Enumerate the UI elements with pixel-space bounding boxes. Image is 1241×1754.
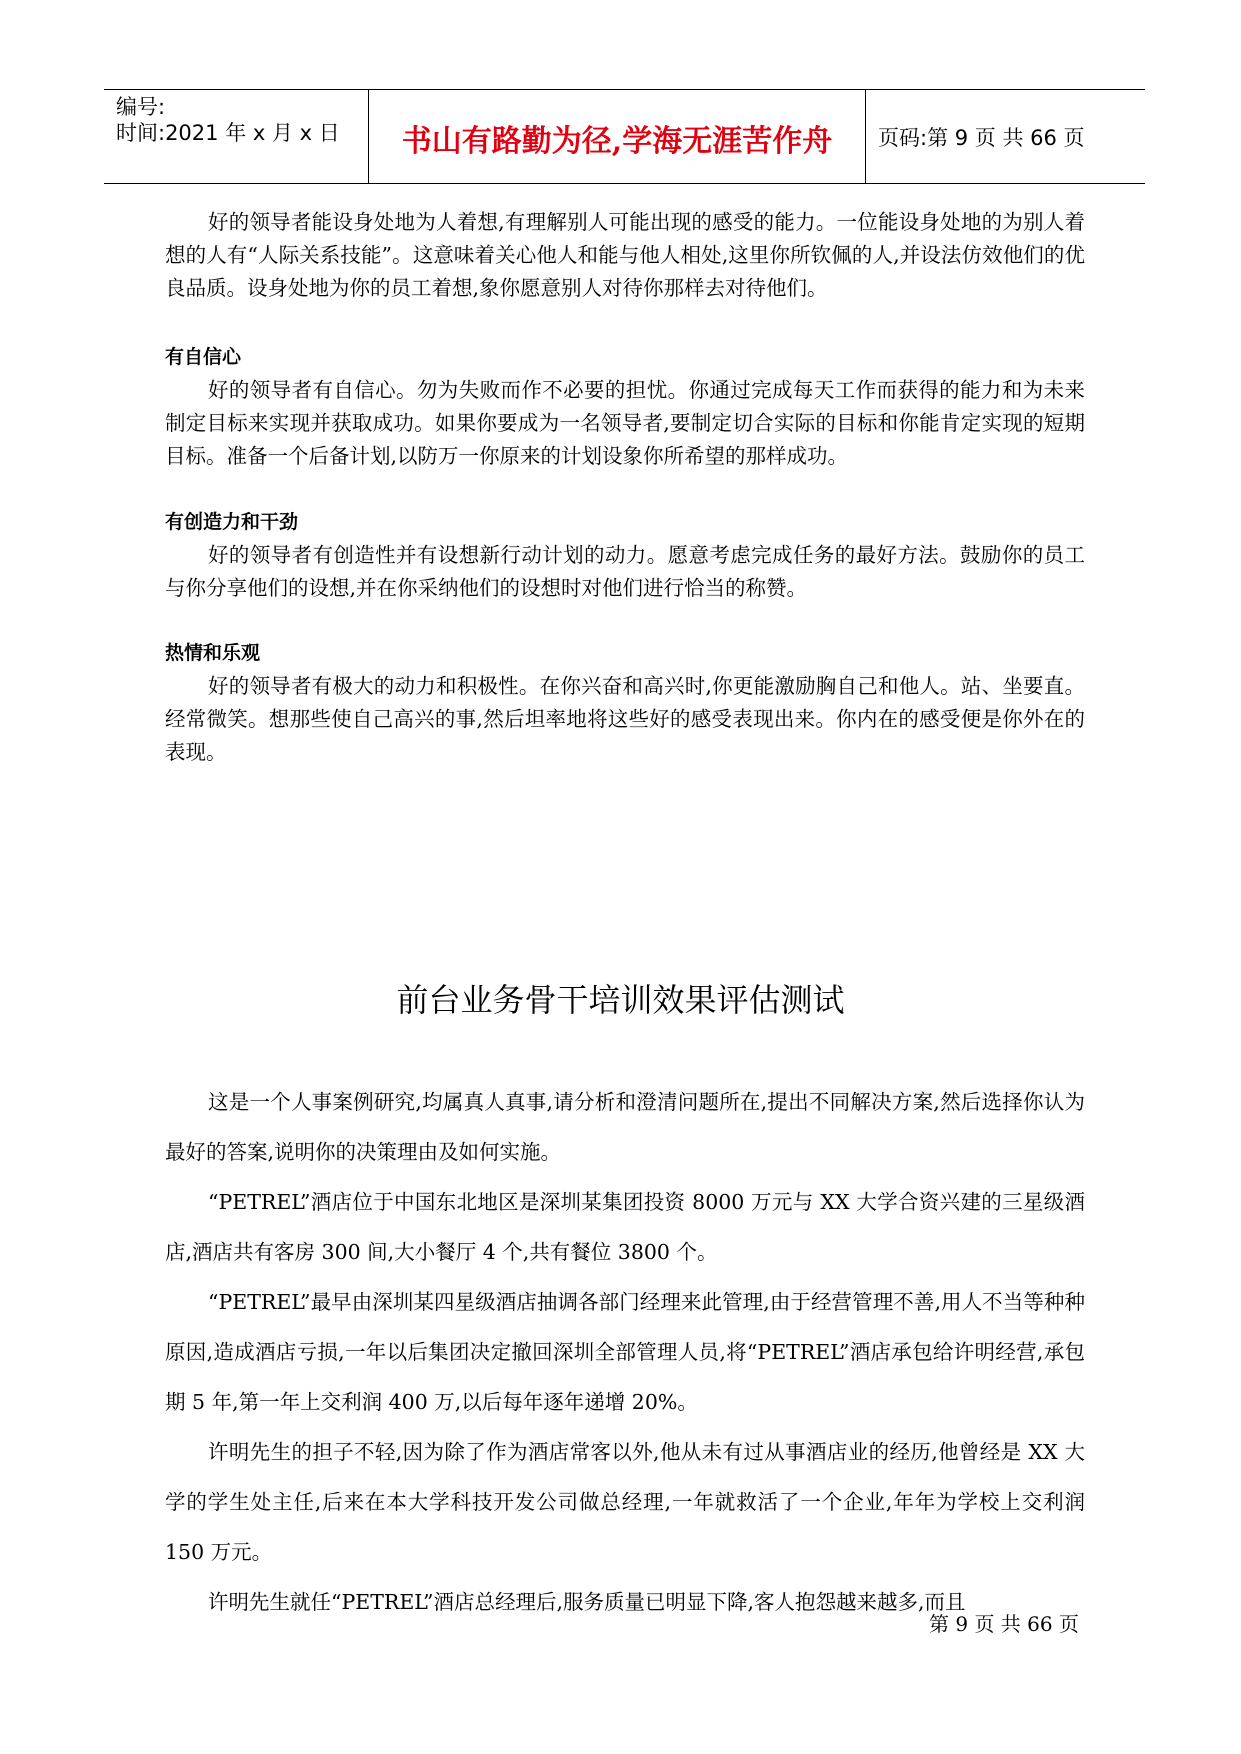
section-paragraph: 好的领导者有极大的动力和积极性。在你兴奋和高兴时,你更能激励胸自己和他人。站、坐要直。经常微笑。想那些使自己高兴的事,然后坦率地将这些好的感受表现出来。你内在的感受便是你外在的表现。 xyxy=(165,674,1085,764)
case-paragraph: 许明先生就任“PETREL”酒店总经理后,服务质量已明显下降,客人抱怨越来越多,而且 xyxy=(208,1590,966,1614)
case-paragraph: “PETREL”最早由深圳某四星级酒店抽调各部门经理来此管理,由于经营管理不善,用人不当等种种原因,造成酒店亏损,一年以后集团决定撤回深圳全部管理人员,将“PETREL”酒店承包给许明经营,承包期 5 年,第一年上交利润 400 万,以后每年逐年递增 20%。 xyxy=(165,1290,1085,1414)
section-optimism xyxy=(165,637,1085,769)
section-paragraph: 好的领导者能设身处地为人着想,有理解别人可能出现的感受的能力。一位能设身处地的为别人着想的人有“人际关系技能”。这意味着关心他人和能与他人相处,这里你所钦佩的人,并设法仿效他们的优良品质。设身处地为你的员工着想,象你愿意别人对待你那样去对待他们。 xyxy=(165,210,1085,300)
section-paragraph: 好的领导者有自信心。勿为失败而作不必要的担忧。你通过完成每天工作而获得的能力和为未来制定目标来实现并获取成功。如果你要成为一名领导者,要制定切合实际的目标和你能肯定实现的短期目标。准备一个后备计划,以防万一你原来的计划设象你所希望的那样成功。 xyxy=(165,378,1085,468)
section-confidence xyxy=(165,341,1085,473)
section-empathy xyxy=(165,206,1085,305)
document-time-label: 时间:2021 年 x 月 x 日 xyxy=(116,121,340,145)
page-header xyxy=(104,89,1145,184)
section-heading: 热情和乐观 xyxy=(165,642,261,664)
case-paragraph: “PETREL”酒店位于中国东北地区是深圳某集团投资 8000 万元与 XX 大学合资兴建的三星级酒店,酒店共有客房 300 间,大小餐厅 4 个,共有餐位 3800 个。 xyxy=(165,1190,1085,1264)
case-body xyxy=(165,1077,1085,1627)
header-motto-cell xyxy=(368,90,866,183)
header-motto: 书山有路勤为径,学海无涯苦作舟 xyxy=(401,124,833,159)
section-heading: 有创造力和干劲 xyxy=(165,511,299,533)
page-footer: 第 9 页 共 66 页 xyxy=(929,1612,1079,1636)
section-paragraph: 好的领导者有创造性并有设想新行动计划的动力。愿意考虑完成任务的最好方法。鼓励你的员工与你分享他们的设想,并在你采纳他们的设想时对他们进行恰当的称赞。 xyxy=(165,543,1085,600)
header-page-code: 页码:第 9 页 共 66 页 xyxy=(878,126,1085,150)
section-heading: 有自信心 xyxy=(165,346,242,368)
case-paragraph: 许明先生的担子不轻,因为除了作为酒店常客以外,他从未有过从事酒店业的经历,他曾经是 XX 大学的学生处主任,后来在本大学科技开发公司做总经理,一年就救活了一个企业,年年为学校上交利润 150 万元。 xyxy=(165,1440,1085,1564)
case-title: 前台业务骨干培训效果评估测试 xyxy=(396,981,845,1019)
header-info-cell xyxy=(116,90,366,183)
document-number-label: 编号: xyxy=(116,95,166,119)
section-creativity xyxy=(165,506,1085,605)
case-paragraph: 这是一个人事案例研究,均属真人真事,请分析和澄清问题所在,提出不同解决方案,然后选择你认为最好的答案,说明你的决策理由及如何实施。 xyxy=(165,1090,1085,1164)
header-page-cell xyxy=(865,90,1145,183)
